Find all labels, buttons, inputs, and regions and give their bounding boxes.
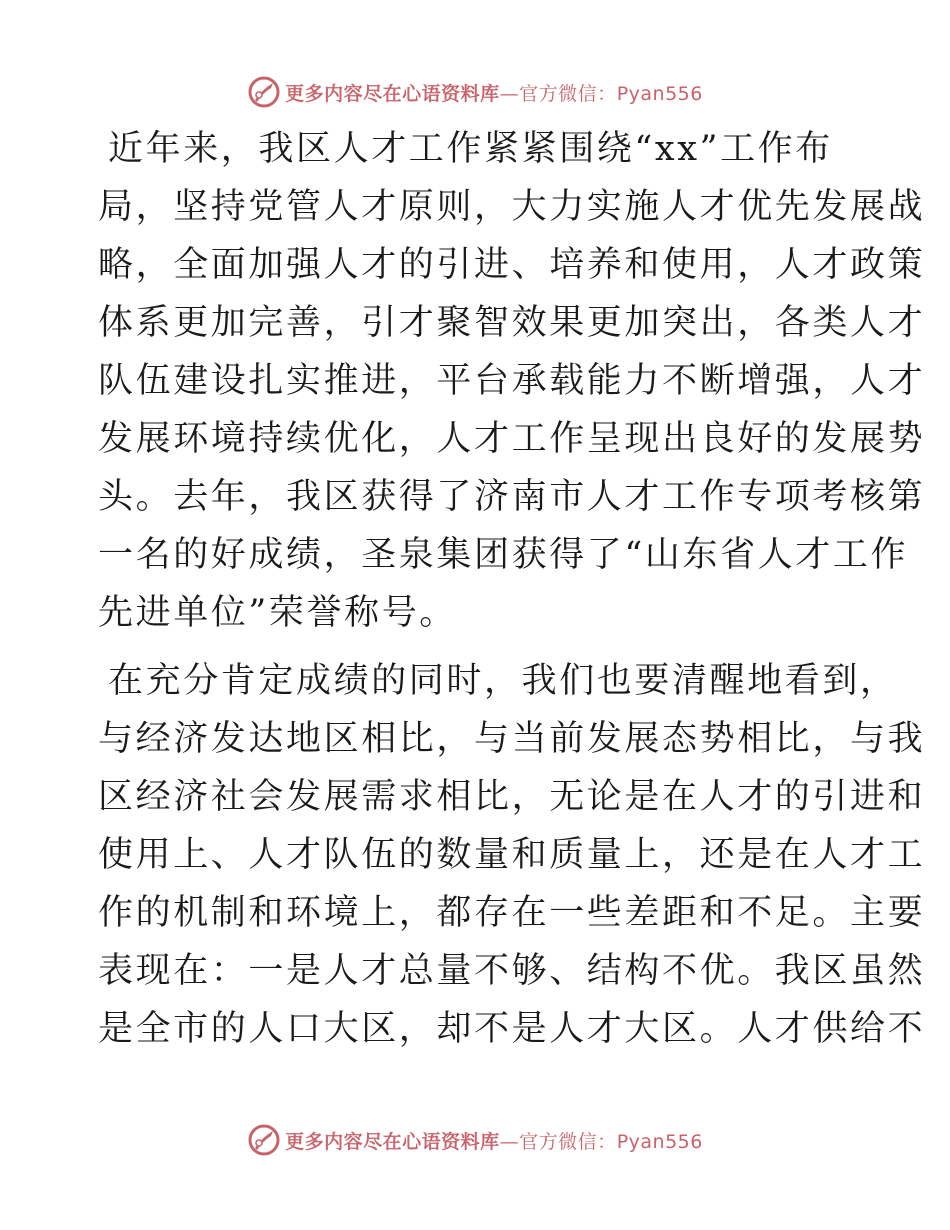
footer-wechat-label: 官方微信：	[519, 1130, 617, 1153]
brush-logo-icon	[247, 75, 281, 109]
paragraph-1	[98, 120, 926, 642]
text-line: 局，坚持党管人才原则，大力实施人才优先发展战	[98, 187, 926, 227]
text-line: 区经济社会发展需求相比，无论是在人才的引进和	[98, 777, 926, 817]
header-brand: 更多内容尽在心语资料库	[285, 82, 500, 105]
text-line: 发展环境持续优化，人才工作呈现出良好的发展势	[98, 419, 926, 459]
paragraph-2	[98, 652, 926, 1058]
text-line: 表现在：一是人才总量不够、结构不优。我区虽然	[98, 951, 926, 991]
text-line: 体系更加完善，引才聚智效果更加突出，各类人才	[98, 303, 926, 343]
text-line: 头。去年，我区获得了济南市人才工作专项考核第	[98, 477, 926, 517]
header-banner	[0, 72, 950, 112]
header-separator: —	[499, 82, 520, 105]
text-line: 作的机制和环境上，都存在一些差距和不足。主要	[98, 893, 926, 933]
footer-brand: 更多内容尽在心语资料库	[285, 1130, 500, 1153]
document-body	[98, 120, 926, 1058]
footer-separator: —	[499, 1130, 520, 1153]
header-banner-text	[285, 79, 703, 106]
footer-banner	[0, 1120, 950, 1160]
text-line: 使用上、人才队伍的数量和质量上，还是在人才工	[98, 835, 926, 875]
text-line: 近年来，我区人才工作紧紧围绕“xx”工作布	[108, 129, 833, 169]
footer-wechat-id: Pyan556	[616, 1130, 703, 1153]
text-line: 略，全面加强人才的引进、培养和使用，人才政策	[98, 245, 926, 285]
text-line: 与经济发达地区相比，与当前发展态势相比，与我	[98, 719, 926, 759]
brush-logo-icon	[247, 1123, 281, 1157]
header-wechat-id: Pyan556	[616, 82, 703, 105]
footer-banner-text	[285, 1127, 703, 1154]
header-wechat-label: 官方微信：	[519, 82, 617, 105]
text-line: 先进单位”荣誉称号。	[98, 593, 457, 633]
text-line: 在充分肯定成绩的同时，我们也要清醒地看到，	[108, 661, 898, 701]
text-line: 是全市的人口大区，却不是人才大区。人才供给不	[98, 1009, 926, 1049]
text-line: 一名的好成绩，圣泉集团获得了“山东省人才工作	[98, 535, 909, 575]
paragraph-gap	[98, 642, 850, 652]
text-line: 队伍建设扎实推进，平台承载能力不断增强，人才	[98, 361, 926, 401]
